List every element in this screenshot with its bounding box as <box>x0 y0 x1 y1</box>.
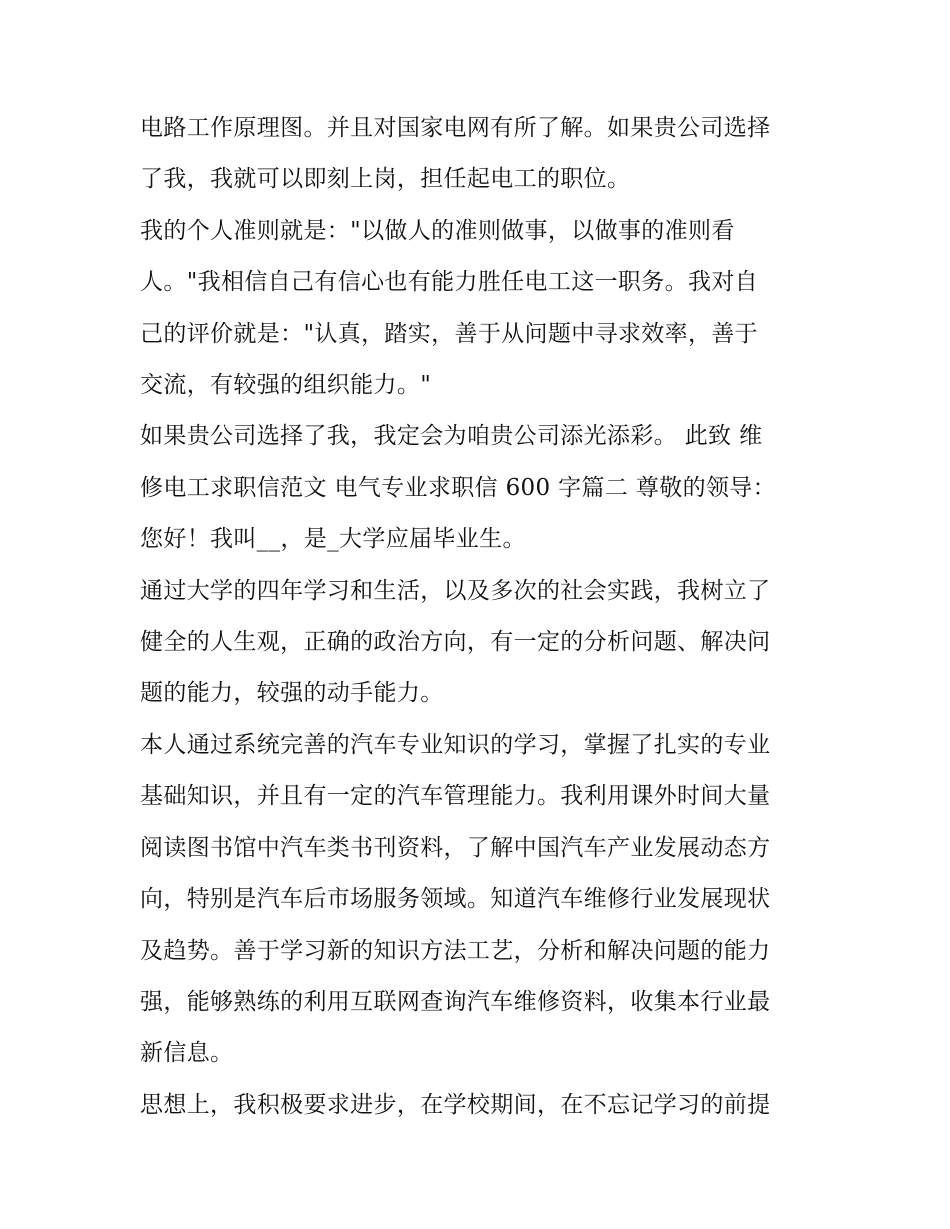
text-line: 修电工求职信范文 电气专业求职信 600 字篇二 尊敬的领导： <box>140 474 776 501</box>
text-line: 本人通过系统完善的汽车专业知识的学习，掌握了扎实的专业 <box>140 731 771 758</box>
text-line: 思想上，我积极要求进步，在学校期间，在不忘记学习的前提 <box>140 1091 771 1118</box>
text-line: 强，能够熟练的利用互联网查询汽车维修资料，收集本行业最 <box>140 988 771 1015</box>
text-line: 己的评价就是："认真，踏实，善于从问题中寻求效率，善于 <box>140 320 759 347</box>
text-line: 向，特别是汽车后市场服务领域。知道汽车维修行业发展现状 <box>140 886 771 913</box>
text-line: 通过大学的四年学习和生活，以及多次的社会实践，我树立了 <box>140 577 771 604</box>
text-line: 阅读图书馆中汽车类书刊资料，了解中国汽车产业发展动态方 <box>140 834 771 861</box>
paragraph <box>140 103 812 206</box>
text-line: 及趋势。善于学习新的知识方法工艺，分析和解决问题的能力 <box>140 937 771 964</box>
text-line: 电路工作原理图。并且对国家电网有所了解。如果贵公司选择 <box>140 115 771 141</box>
text-line: 交流，有较强的组织能力。" <box>140 372 432 399</box>
text-line: 新信息。 <box>140 1040 234 1067</box>
text-line: 基础知识，并且有一定的汽车管理能力。我利用课外时间大量 <box>140 783 771 810</box>
text-line: 人。"我相信自己有信心也有能力胜任电工这一职务。我对自 <box>140 269 759 296</box>
text-line: 题的能力，较强的动手能力。 <box>140 680 444 707</box>
text-line: 我的个人准则就是："以做人的准则做事，以做事的准则看 <box>140 217 735 244</box>
text-line: 了我，我就可以即刻上岗，担任起电工的职位。 <box>140 166 631 193</box>
document-body <box>140 103 812 1131</box>
text-line: 健全的人生观，正确的政治方向，有一定的分析问题、解决问 <box>140 629 771 656</box>
text-line: 如果贵公司选择了我，我定会为咱贵公司添光添彩。 此致 维 <box>140 423 763 450</box>
text-line: 您好！我叫__，是_大学应届毕业生。 <box>140 526 526 553</box>
paragraph <box>140 720 812 1080</box>
paragraph <box>140 206 812 412</box>
paragraph <box>140 1080 812 1131</box>
paragraph <box>140 411 812 565</box>
paragraph <box>140 566 812 720</box>
